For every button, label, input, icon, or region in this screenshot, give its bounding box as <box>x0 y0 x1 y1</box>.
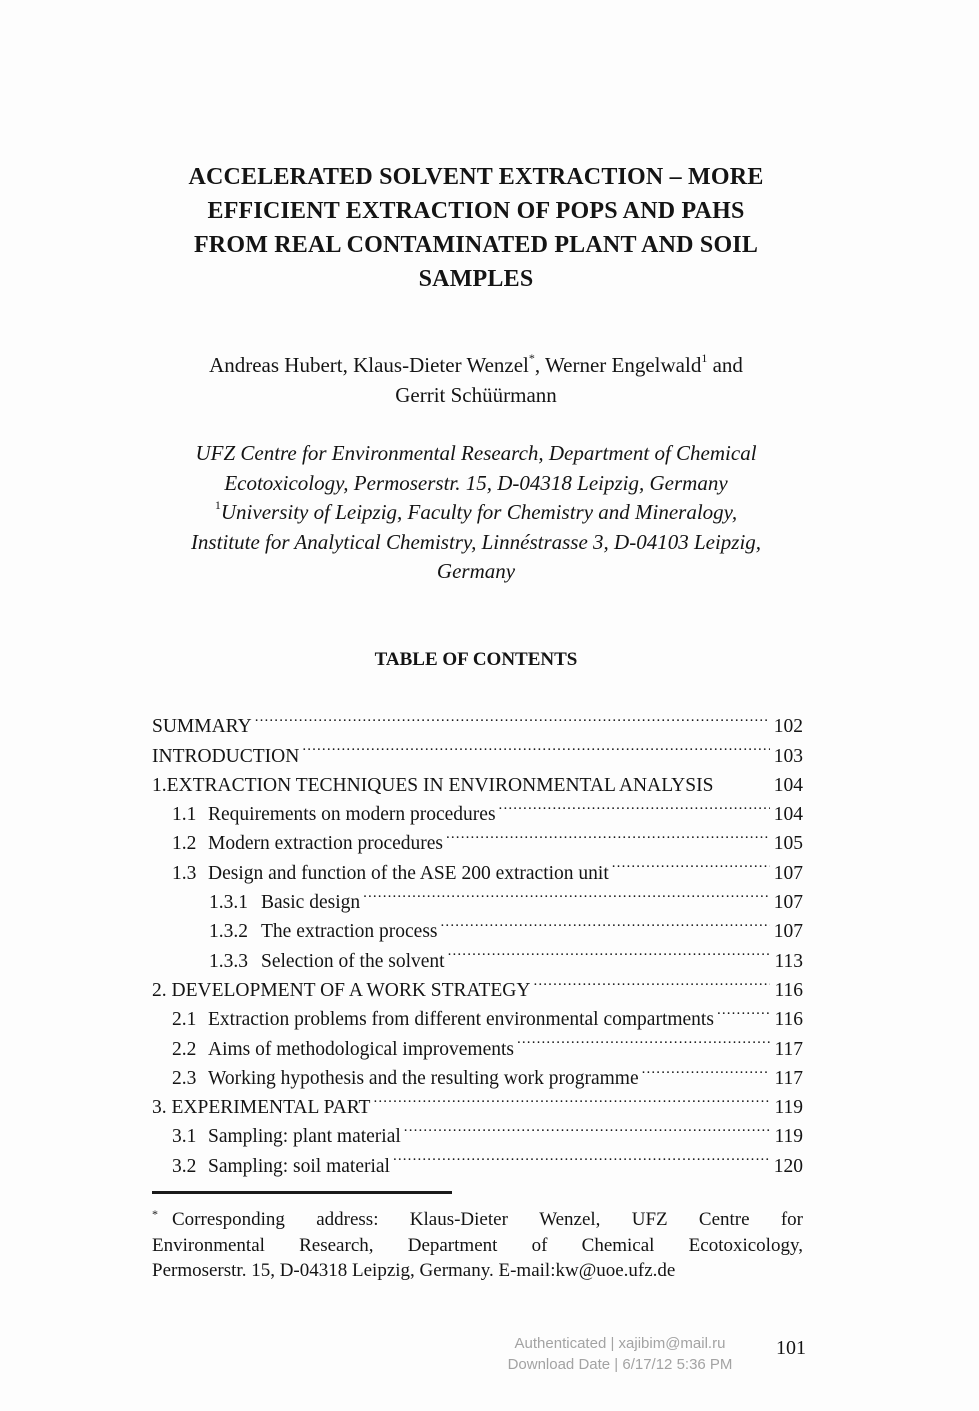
authors-line-1 <box>150 350 802 380</box>
toc-label: EXPERIMENTAL PART <box>171 1097 371 1119</box>
footnote-word: Environmental <box>152 1234 265 1256</box>
author-text: and <box>707 353 743 377</box>
toc-page: 120 <box>773 1155 803 1177</box>
toc-page: 116 <box>774 979 803 1001</box>
toc-label: Aims of methodological improvements <box>208 1038 514 1060</box>
toc-number: 3.2 <box>172 1155 197 1177</box>
toc-label: DEVELOPMENT OF A WORK STRATEGY <box>171 979 531 1001</box>
page-number: 101 <box>776 1337 806 1359</box>
footnote-word: Centre <box>698 1209 750 1230</box>
download-stamp <box>480 1333 760 1375</box>
footnote-word: Wenzel, <box>539 1209 601 1230</box>
toc-page: 119 <box>774 1126 803 1148</box>
footnote-word: address: <box>316 1209 379 1230</box>
footnote-word: Ecotoxicology, <box>688 1234 803 1256</box>
footnote <box>152 1207 803 1284</box>
title-line: ACCELERATED SOLVENT EXTRACTION – MORE <box>188 164 764 190</box>
affiliation-text: University of Leipzig, Faculty for Chemistry and Mineralogy, <box>220 500 738 524</box>
affiliation-line: Institute for Analytical Chemistry, Linnéstrasse 3, D-04103 Leipzig, <box>190 529 762 554</box>
toc-number: 2.1 <box>172 1009 197 1031</box>
footnote-word: Research, <box>299 1234 374 1256</box>
toc-leader <box>517 1025 770 1054</box>
toc-leader <box>404 1113 770 1142</box>
toc-label: Working hypothesis and the resulting work programme <box>208 1067 639 1089</box>
toc-label: Selection of the solvent <box>261 950 445 972</box>
toc-label: EXTRACTION TECHNIQUES IN ENVIRONMENTAL ANALYSIS <box>166 774 714 796</box>
toc-label: Modern extraction procedures <box>208 833 443 855</box>
toc-label: Requirements on modern procedures <box>208 804 496 826</box>
footnote-rule <box>152 1191 452 1194</box>
toc-page: 104 <box>773 774 803 796</box>
toc-label: SUMMARY <box>152 716 252 738</box>
title-line: SAMPLES <box>418 266 534 292</box>
toc-leader <box>302 732 770 761</box>
toc-number: 1.1 <box>172 804 197 826</box>
toc-number: 1. <box>152 774 167 796</box>
toc-heading: TABLE OF CONTENTS <box>374 649 578 670</box>
toc-page: 116 <box>774 1009 803 1031</box>
footnote-word: for <box>780 1209 803 1230</box>
affiliation-line: Germany <box>436 559 516 583</box>
toc-label: Extraction problems from different environmental compartments <box>208 1009 714 1031</box>
affiliation-mark: 1 <box>214 498 221 512</box>
title-line: EFFICIENT EXTRACTION OF POPS AND PAHS <box>207 198 745 224</box>
toc-label: INTRODUCTION <box>152 745 300 767</box>
toc-number: 2. <box>152 979 167 1001</box>
toc-leader <box>717 996 770 1025</box>
toc-leader <box>448 937 770 966</box>
toc-number: 1.3.2 <box>209 921 248 943</box>
toc-label: The extraction process <box>261 921 438 943</box>
toc-leader <box>499 791 770 820</box>
footnote-line-3: Permoserstr. 15, D-04318 Leipzig, Germany. E-mail:kw@uoe.ufz.de <box>152 1260 676 1281</box>
title-line: FROM REAL CONTAMINATED PLANT AND SOIL <box>193 232 759 258</box>
affiliation-mark: 1 <box>701 351 708 365</box>
paper-title <box>150 160 802 296</box>
footnote-word: of <box>531 1234 548 1256</box>
footnote-word: UFZ <box>631 1209 668 1230</box>
footnote-word: * Corresponding <box>152 1206 285 1230</box>
footnote-line-2 <box>152 1233 803 1259</box>
toc-leader <box>441 908 770 937</box>
author-text: , Werner Engelwald <box>534 353 702 377</box>
toc-number: 3.1 <box>172 1126 197 1148</box>
toc-leader <box>446 820 770 849</box>
affiliations <box>150 439 802 587</box>
toc-label: Design and function of the ASE 200 extraction unit <box>208 862 609 884</box>
toc-number: 1.3.3 <box>209 950 248 972</box>
toc-number: 3. <box>152 1097 167 1119</box>
toc-page: 117 <box>774 1038 803 1060</box>
toc-entry[interactable] <box>152 703 803 738</box>
toc-leader <box>363 879 770 908</box>
toc-leader <box>642 1055 770 1084</box>
footnote-word: Chemical <box>581 1234 655 1256</box>
toc-page: 102 <box>773 716 803 738</box>
table-of-contents <box>152 703 803 1177</box>
toc-leader <box>533 967 770 996</box>
toc-number: 2.3 <box>172 1067 197 1089</box>
affiliation-line: Ecotoxicology, Permoserstr. 15, D-04318 Leipzig, Germany <box>224 470 728 495</box>
toc-label: Sampling: soil material <box>208 1155 390 1177</box>
toc-number: 1.3.1 <box>209 892 248 914</box>
toc-page: 105 <box>773 833 803 855</box>
corresponding-mark: * <box>528 351 535 365</box>
toc-page: 113 <box>774 950 803 972</box>
authors-line-2: Gerrit Schüürmann <box>395 383 557 407</box>
toc-page: 107 <box>773 921 803 943</box>
toc-page: 107 <box>773 862 803 884</box>
toc-number: 1.2 <box>172 833 197 855</box>
author-list <box>150 350 802 410</box>
toc-leader <box>373 1084 770 1113</box>
toc-number: 1.3 <box>172 862 197 884</box>
footnote-mark: * <box>152 1206 158 1221</box>
toc-label: Sampling: plant material <box>208 1126 401 1148</box>
stamp-authenticated: Authenticated | xajibim@mail.ru <box>514 1335 726 1352</box>
footnote-word: Klaus-Dieter <box>409 1209 508 1230</box>
toc-page: 104 <box>773 804 803 826</box>
footnote-word: Department <box>407 1234 498 1256</box>
toc-page: 117 <box>774 1067 803 1089</box>
toc-leader <box>255 703 770 732</box>
author-text: Andreas Hubert, Klaus-Dieter Wenzel <box>209 353 529 377</box>
toc-page: 103 <box>773 745 803 767</box>
affiliation-line <box>150 498 802 528</box>
toc-leader <box>393 1142 770 1171</box>
affiliation-line: UFZ Centre for Environmental Research, Department of Chemical <box>195 441 757 465</box>
toc-label: Basic design <box>261 892 361 914</box>
toc-page: 107 <box>773 892 803 914</box>
stamp-download-date: Download Date | 6/17/12 5:36 PM <box>507 1356 733 1373</box>
toc-page: 119 <box>774 1097 803 1119</box>
toc-number: 2.2 <box>172 1038 197 1060</box>
footnote-line-1 <box>152 1207 803 1233</box>
toc-leader <box>716 762 770 791</box>
toc-leader <box>612 849 770 878</box>
